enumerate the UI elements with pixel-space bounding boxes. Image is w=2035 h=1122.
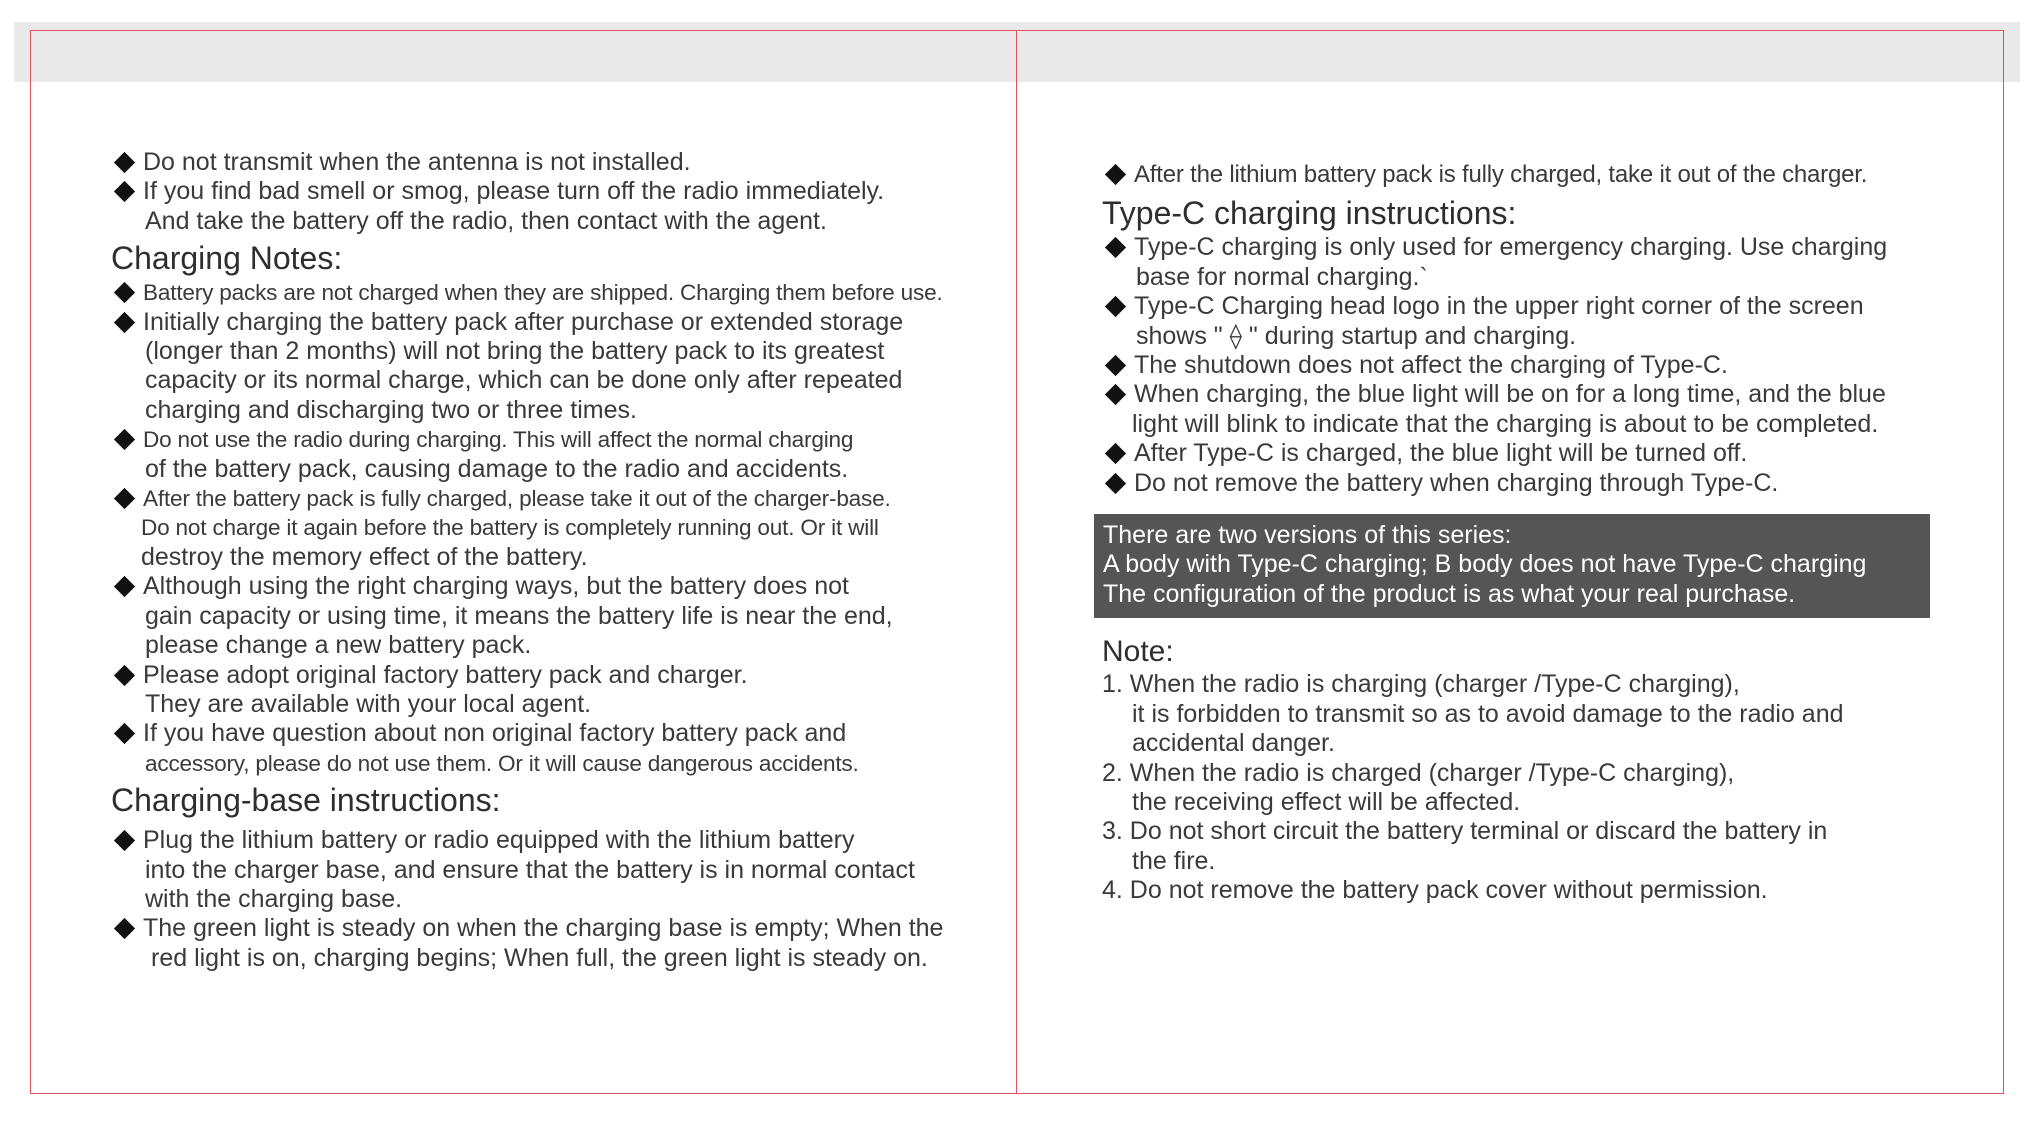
charging-base-heading: Charging-base instructions:: [111, 782, 501, 819]
list-item: The shutdown does not affect the charging of Type-C.: [1102, 351, 1942, 380]
list-item-continuation: (longer than 2 months) will not bring the battery pack to its greatest: [145, 337, 885, 366]
numbered-item-continuation: accidental danger.: [1132, 729, 1335, 758]
numbered-item-continuation: it is forbidden to transmit so as to avoid damage to the radio and: [1132, 699, 1844, 728]
notice-line: A body with Type-C charging; B body does not have Type-C charging: [1103, 550, 1867, 579]
list-item: If you find bad smell or smog, please turn off the radio immediately.: [111, 177, 971, 206]
list-item: Type-C Charging head logo in the upper right corner of the screen: [1102, 292, 1942, 321]
typec-list: [1102, 233, 1942, 498]
left-page: [111, 148, 971, 973]
charging-notes-list: [111, 278, 971, 778]
list-item-continuation: please change a new battery pack.: [145, 631, 532, 660]
list-item: Do not transmit when the antenna is not installed.: [111, 148, 971, 177]
notice-line: There are two versions of this series:: [1103, 521, 1512, 550]
list-item: If you have question about non original factory battery pack and: [111, 719, 971, 748]
list-item-continuation: charging and discharging two or three times.: [145, 395, 637, 424]
list-item-continuation: accessory, please do not use them. Or it will cause dangerous accidents.: [145, 750, 859, 776]
list-item: Plug the lithium battery or radio equipped with the lithium battery: [111, 826, 971, 855]
intro-list: [111, 148, 971, 236]
list-item: After the lithium battery pack is fully charged, take it out of the charger.: [1102, 160, 1942, 189]
numbered-item-continuation: the receiving effect will be affected.: [1132, 787, 1521, 816]
list-item: When charging, the blue light will be on for a long time, and the blue: [1102, 380, 1942, 409]
list-item: Type-C charging is only used for emergency charging. Use charging: [1102, 233, 1942, 262]
note-heading: Note:: [1102, 635, 1174, 669]
charging-notes-heading: Charging Notes:: [111, 240, 343, 277]
numbered-item: 4. Do not remove the battery pack cover without permission.: [1102, 876, 1768, 905]
list-item: Although using the right charging ways, but the battery does not: [111, 572, 971, 601]
list-item-continuation: gain capacity or using time, it means the battery life is near the end,: [145, 601, 893, 630]
list-item: The green light is steady on when the charging base is empty; When the: [111, 914, 971, 943]
numbered-item-continuation: the fire.: [1132, 846, 1216, 875]
numbered-item: 2. When the radio is charged (charger /Type-C charging),: [1102, 758, 1735, 787]
charging-base-list: [111, 826, 971, 973]
list-item-continuation: into the charger base, and ensure that the battery is in normal contact: [145, 855, 915, 884]
numbered-item: 3. Do not short circuit the battery terminal or discard the battery in: [1102, 817, 1828, 846]
list-item-continuation: red light is on, charging begins; When full, the green light is steady on.: [151, 943, 928, 972]
list-item-continuation: base for normal charging.`: [1136, 262, 1428, 291]
list-item: After the battery pack is fully charged, please take it out of the charger-base.: [111, 484, 971, 513]
list-item-continuation: capacity or its normal charge, which can be done only after repeated: [145, 366, 903, 395]
typec-heading: Type-C charging instructions:: [1102, 195, 1517, 232]
list-item-continuation: light will blink to indicate that the charging is about to be completed.: [1132, 409, 1879, 438]
list-item-continuation: They are available with your local agent.: [145, 689, 592, 718]
versions-notice-box: [1094, 514, 1930, 618]
notice-line: The configuration of the product is as what your real purchase.: [1103, 579, 1796, 608]
list-item: After Type-C is charged, the blue light will be turned off.: [1102, 439, 1942, 468]
list-item-continuation: destroy the memory effect of the battery.: [141, 542, 588, 571]
list-item-continuation: And take the battery off the radio, then contact with the agent.: [145, 206, 827, 235]
list-item: Initially charging the battery pack after purchase or extended storage: [111, 308, 971, 337]
list-item-continuation: of the battery pack, causing damage to the radio and accidents.: [145, 454, 849, 483]
list-item: Do not use the radio during charging. This will affect the normal charging: [111, 425, 971, 454]
list-item-continuation: with the charging base.: [145, 884, 403, 913]
list-item: Please adopt original factory battery pack and charger.: [111, 661, 971, 690]
list-item-continuation: shows " ⟠ " during startup and charging.: [1136, 321, 1577, 350]
list-item: Battery packs are not charged when they are shipped. Charging them before use.: [111, 278, 971, 307]
right-page: [1102, 160, 1942, 906]
page-divider: [1016, 30, 1017, 1094]
list-item-continuation: Do not charge it again before the battery is completely running out. Or it will: [141, 515, 879, 541]
notes-list: [1102, 670, 1942, 905]
list-item: Do not remove the battery when charging through Type-C.: [1102, 469, 1942, 498]
numbered-item: 1. When the radio is charging (charger /Type-C charging),: [1102, 670, 1740, 699]
